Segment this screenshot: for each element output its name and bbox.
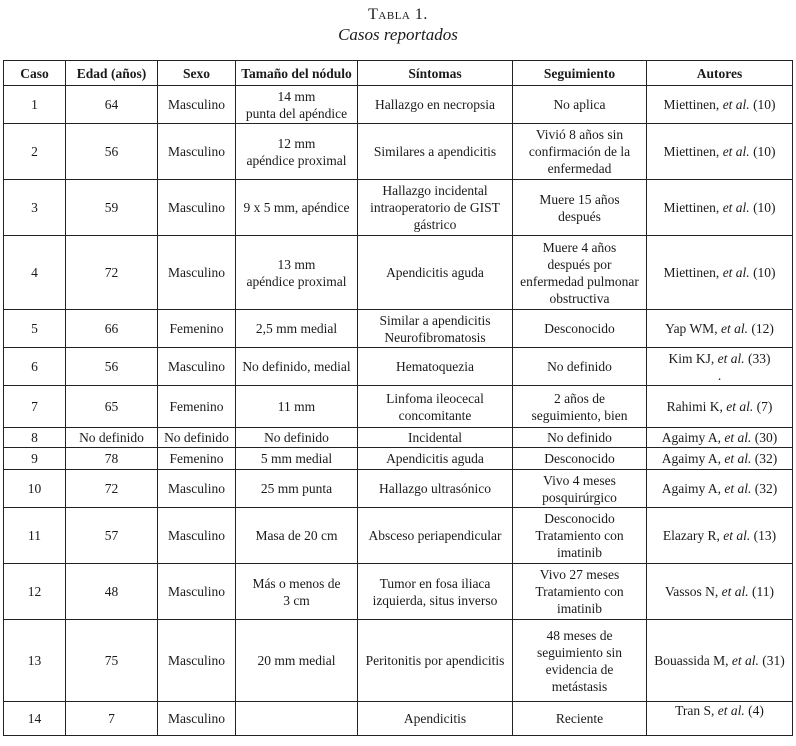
cell-seguimiento-line: Tratamiento con: [535, 584, 624, 599]
cell-tamano-line: punta del apéndice: [245, 105, 348, 121]
cell-edad: [66, 86, 158, 124]
cell-caso-line: 10: [27, 481, 42, 496]
cell-caso: [4, 470, 66, 508]
cell-tamano-line: apéndice proximal: [246, 273, 347, 289]
author-reference: (10): [749, 97, 776, 112]
cell-seguimiento-line: confirmación de la: [528, 144, 631, 159]
cell-seguimiento: [513, 428, 647, 448]
cell-seguimiento: [513, 180, 647, 236]
cell-seguimiento-line: Vivo 27 meses: [539, 567, 620, 582]
cell-seguimiento-line: Desconocido: [544, 451, 615, 466]
cell-tamano: [236, 124, 358, 180]
cell-seguimiento-line: No definido: [547, 430, 612, 445]
cell-edad: [66, 180, 158, 236]
cell-tamano: [236, 448, 358, 470]
table-row: [4, 702, 793, 736]
table-title: Casos reportados: [338, 25, 458, 44]
cell-tamano-line: 25 mm punta: [260, 481, 333, 496]
author-reference: (4): [744, 703, 764, 718]
cell-tamano: [236, 564, 358, 620]
cell-sintomas: [358, 702, 513, 736]
cell-edad-line: 65: [104, 399, 119, 414]
cell-sexo-line: Masculino: [168, 528, 225, 543]
cell-edad-line: 56: [104, 144, 119, 159]
cell-caso: [4, 180, 66, 236]
cell-tamano: [236, 508, 358, 564]
cell-autores: [647, 564, 793, 620]
cell-sexo: [158, 448, 236, 470]
cell-edad: [66, 448, 158, 470]
cell-seguimiento-line: seguimiento sin: [536, 644, 623, 660]
cell-caso: [4, 508, 66, 564]
cell-edad: [66, 470, 158, 508]
cell-sintomas: [358, 236, 513, 310]
author-name: Miettinen,: [663, 200, 723, 215]
table-caption: [0, 0, 796, 46]
cell-autores: [647, 180, 793, 236]
cell-edad: [66, 310, 158, 348]
author-reference: (10): [749, 265, 776, 280]
cell-tamano: [236, 470, 358, 508]
cell-edad-line: 57: [104, 528, 119, 543]
cell-caso-line: 7: [31, 399, 38, 414]
column-header-caso: Caso: [4, 61, 66, 86]
author-et-al: et al.: [721, 584, 749, 599]
table-row: [4, 386, 793, 428]
cell-caso: [4, 428, 66, 448]
cell-autores: [647, 236, 793, 310]
column-header-autores: Autores: [647, 61, 793, 86]
cell-seguimiento-line: 48 meses de: [546, 627, 613, 643]
cell-sexo-line: No definido: [164, 430, 229, 445]
cell-caso-line: 11: [28, 528, 41, 543]
cell-caso-line: 2: [31, 144, 38, 159]
cell-seguimiento: [513, 508, 647, 564]
cell-sintomas: [358, 310, 513, 348]
cell-seguimiento: [513, 124, 647, 180]
table-row: [4, 348, 793, 386]
cell-caso-line: 9: [31, 451, 38, 466]
author-reference: (13): [750, 528, 777, 543]
cell-sexo: [158, 180, 236, 236]
cell-seguimiento-line: imatinib: [557, 545, 602, 560]
cell-sexo-line: Masculino: [168, 653, 225, 668]
cell-sexo-line: Masculino: [168, 144, 225, 159]
cell-sexo: [158, 386, 236, 428]
cell-edad-line: 72: [104, 265, 119, 280]
cell-sintomas: [358, 620, 513, 702]
cell-edad-line: 59: [104, 200, 119, 215]
cell-caso: [4, 386, 66, 428]
table-row: [4, 448, 793, 470]
cell-seguimiento: [513, 702, 647, 736]
cell-caso: [4, 448, 66, 470]
cell-sexo-line: Masculino: [168, 481, 225, 496]
cell-caso: [4, 620, 66, 702]
cell-sexo-line: Femenino: [169, 399, 224, 414]
cell-tamano-line: 12 mm: [277, 135, 316, 151]
cell-tamano: [236, 180, 358, 236]
cell-sintomas-line: Absceso periapendicular: [368, 528, 502, 543]
table-row: [4, 564, 793, 620]
table-row: [4, 620, 793, 702]
cell-tamano-line: 14 mm: [277, 88, 316, 104]
cell-seguimiento-line: Tratamiento con: [535, 528, 624, 543]
cell-edad: [66, 702, 158, 736]
cell-caso-line: 1: [31, 97, 38, 112]
cell-sexo: [158, 428, 236, 448]
cell-edad: [66, 236, 158, 310]
author-reference: (33): [744, 350, 771, 366]
table-row: [4, 470, 793, 508]
cell-autores: [647, 310, 793, 348]
cell-autores: [647, 386, 793, 428]
cell-tamano: [236, 428, 358, 448]
cell-sintomas: [358, 508, 513, 564]
cell-edad: [66, 124, 158, 180]
cell-sintomas-line: izquierda, situs inverso: [372, 592, 498, 608]
cell-sintomas-line: Linfoma ileocecal: [386, 390, 484, 406]
cell-sexo-line: Masculino: [168, 359, 225, 374]
cell-tamano-line: 9 x 5 mm, apéndice: [243, 200, 350, 215]
table-row: [4, 310, 793, 348]
cell-edad-line: 72: [104, 481, 119, 496]
cell-tamano: [236, 86, 358, 124]
author-et-al: et al.: [723, 528, 751, 543]
cell-edad: [66, 428, 158, 448]
author-et-al: et al.: [717, 703, 745, 718]
cell-tamano: [236, 386, 358, 428]
cell-sintomas-line: Tumor en fosa iliaca: [379, 575, 491, 591]
author-reference: (32): [751, 451, 778, 466]
cell-sintomas-line: Apendicitis aguda: [386, 451, 484, 466]
cell-sintomas-line: Peritonitis por apendicitis: [365, 653, 505, 668]
author-reference: (12): [747, 321, 774, 336]
cell-sexo-line: Masculino: [168, 200, 225, 215]
cell-sexo: [158, 124, 236, 180]
cell-autores: [647, 124, 793, 180]
table-label: [0, 6, 796, 24]
cell-tamano-line: No definido: [264, 430, 329, 445]
cell-caso-line: 4: [31, 265, 38, 280]
cell-seguimiento-line: Vivió 8 años sin: [535, 127, 624, 142]
cell-seguimiento-line: No definido: [547, 359, 612, 374]
cell-caso: [4, 348, 66, 386]
cell-sexo: [158, 508, 236, 564]
cell-sintomas-line: Similar a apendicitis: [379, 312, 491, 328]
cell-sintomas-line: Hematoquezia: [396, 359, 474, 374]
author-et-al: et al.: [726, 399, 754, 414]
cell-seguimiento-line: después por: [547, 256, 612, 272]
cases-table: [3, 60, 793, 736]
author-name: Tran S,: [675, 703, 718, 718]
author-reference: (11): [748, 584, 774, 599]
cell-seguimiento-line: después: [558, 208, 601, 224]
cell-seguimiento: [513, 310, 647, 348]
cell-autores: [647, 448, 793, 470]
cell-sexo: [158, 310, 236, 348]
cell-seguimiento: [513, 86, 647, 124]
cell-seguimiento: [513, 470, 647, 508]
cell-caso-line: 14: [27, 711, 42, 726]
author-name: Agaimy A,: [661, 451, 725, 466]
cell-seguimiento-line: Vivo 4 meses: [543, 472, 616, 488]
cell-tamano-line: apéndice proximal: [246, 152, 347, 168]
cell-sexo: [158, 348, 236, 386]
cell-tamano: [236, 620, 358, 702]
cell-sintomas: [358, 86, 513, 124]
author-name: Agaimy A,: [661, 481, 725, 496]
cell-autores: [647, 702, 793, 736]
cell-sintomas: [358, 180, 513, 236]
cell-sexo: [158, 470, 236, 508]
cell-sexo: [158, 620, 236, 702]
cell-seguimiento-line: enfermedad pulmonar: [520, 273, 639, 289]
cell-edad-line: 7: [108, 711, 115, 726]
cell-sintomas: [358, 470, 513, 508]
cell-edad: [66, 508, 158, 564]
author-reference: (10): [749, 200, 776, 215]
cell-sintomas: [358, 124, 513, 180]
table-number: Tabla 1.: [368, 6, 428, 23]
author-name: Miettinen,: [663, 144, 723, 159]
cell-tamano: [236, 310, 358, 348]
cell-caso: [4, 86, 66, 124]
column-header-sexo: Sexo: [158, 61, 236, 86]
cell-tamano-line: Masa de 20 cm: [255, 528, 338, 543]
cell-seguimiento-line: enfermedad: [547, 161, 612, 176]
author-name: Miettinen,: [663, 97, 723, 112]
author-et-al: et al.: [722, 97, 750, 112]
cell-caso-line: 12: [27, 584, 42, 599]
cell-sintomas-line: Apendicitis aguda: [386, 265, 484, 280]
cell-sintomas-line: Hallazgo incidental: [382, 183, 488, 198]
author-et-al: et al.: [722, 200, 750, 215]
cell-seguimiento: [513, 348, 647, 386]
author-et-al: et al.: [720, 321, 748, 336]
author-et-al: et al.: [724, 481, 752, 496]
cell-sexo-line: Masculino: [168, 265, 225, 280]
author-et-al: et al.: [717, 350, 745, 366]
cell-caso: [4, 702, 66, 736]
cell-sintomas-line: Similares a apendicitis: [373, 144, 497, 159]
cell-seguimiento-line: evidencia de: [545, 661, 614, 677]
cell-sexo-line: Masculino: [168, 584, 225, 599]
author-name: Rahimi K,: [666, 399, 727, 414]
cell-edad: [66, 348, 158, 386]
cell-seguimiento-line: obstructiva: [549, 290, 610, 306]
cell-sintomas: [358, 348, 513, 386]
author-name: Miettinen,: [663, 265, 723, 280]
author-reference: (7): [753, 399, 773, 414]
cell-seguimiento: [513, 620, 647, 702]
cell-seguimiento-line: posquirúrgico: [542, 489, 617, 505]
cell-sexo: [158, 86, 236, 124]
cell-sintomas-line: concomitante: [398, 407, 472, 423]
cell-edad-line: 75: [104, 653, 119, 668]
cell-autores: [647, 428, 793, 448]
cell-caso: [4, 236, 66, 310]
cell-seguimiento-line: imatinib: [557, 601, 602, 616]
cell-sexo: [158, 702, 236, 736]
cell-edad-line: 64: [104, 97, 119, 112]
author-et-al: et al.: [724, 451, 752, 466]
cell-seguimiento-line: Desconocido: [544, 511, 615, 526]
author-et-al: et al.: [731, 653, 759, 668]
cell-sintomas: [358, 448, 513, 470]
author-et-al: et al.: [722, 265, 750, 280]
cell-sintomas-line: Hallazgo en necropsia: [375, 97, 495, 112]
author-reference: (30): [751, 430, 778, 445]
cell-caso-line: 13: [27, 653, 42, 668]
table-row: [4, 428, 793, 448]
cell-seguimiento-line: metástasis: [551, 678, 608, 694]
column-header-sintomas: Síntomas: [358, 61, 513, 86]
cell-sintomas-line: Neurofibromatosis: [384, 329, 486, 345]
cell-seguimiento: [513, 448, 647, 470]
cell-caso-line: 6: [31, 359, 38, 374]
cell-edad-line: 56: [104, 359, 119, 374]
cell-seguimiento-line: Desconocido: [544, 321, 615, 336]
author-name: Vassos N,: [664, 584, 722, 599]
cell-tamano-line: 13 mm: [277, 256, 316, 272]
cell-tamano: [236, 236, 358, 310]
table-row: [4, 86, 793, 124]
cell-sexo: [158, 564, 236, 620]
author-name: Yap WM,: [665, 321, 721, 336]
cell-sexo-line: Masculino: [168, 711, 225, 726]
cell-seguimiento-line: No aplica: [553, 97, 606, 112]
cell-tamano-line: No definido, medial: [242, 359, 351, 374]
author-trailing-mark: .: [717, 367, 722, 383]
cell-tamano-line: 11 mm: [277, 399, 316, 414]
cell-sexo: [158, 236, 236, 310]
table-row: [4, 508, 793, 564]
cell-seguimiento: [513, 236, 647, 310]
cell-edad-line: 66: [104, 321, 119, 336]
cell-caso-line: 5: [31, 321, 38, 336]
cell-seguimiento-line: seguimiento, bien: [531, 407, 628, 423]
cell-tamano: [236, 702, 358, 736]
cell-caso-line: 3: [31, 200, 38, 215]
author-et-al: et al.: [724, 430, 752, 445]
cell-sintomas: [358, 564, 513, 620]
cell-sintomas-line: Hallazgo ultrasónico: [378, 481, 492, 496]
cell-autores: [647, 86, 793, 124]
cell-edad-line: 48: [104, 584, 119, 599]
author-reference: (10): [749, 144, 776, 159]
cell-caso-line: 8: [31, 430, 38, 445]
cell-edad: [66, 564, 158, 620]
author-name: Kim KJ,: [668, 350, 718, 366]
cell-autores: [647, 348, 793, 386]
author-reference: (31): [758, 653, 785, 668]
column-header-edad: Edad (años): [66, 61, 158, 86]
cell-caso: [4, 310, 66, 348]
cell-tamano-line: 3 cm: [283, 592, 310, 608]
table-header-row: [4, 61, 793, 86]
cell-autores: [647, 620, 793, 702]
cell-edad: [66, 620, 158, 702]
cell-tamano-line: 5 mm medial: [260, 451, 333, 466]
author-name: Elazary R,: [662, 528, 724, 543]
cell-sintomas: [358, 386, 513, 428]
column-header-seguimiento: Seguimiento: [513, 61, 647, 86]
table-row: [4, 124, 793, 180]
cell-sexo-line: Femenino: [169, 451, 224, 466]
cell-tamano-line: 2,5 mm medial: [255, 321, 338, 336]
author-et-al: et al.: [722, 144, 750, 159]
cell-sintomas-line: Incidental: [408, 430, 462, 445]
cell-tamano-line: 20 mm medial: [257, 653, 336, 668]
cell-tamano-line: Más o menos de: [252, 575, 341, 591]
cell-autores: [647, 508, 793, 564]
author-name: Bouassida M,: [654, 653, 732, 668]
cell-seguimiento-line: Reciente: [555, 711, 604, 726]
cell-seguimiento-line: 2 años de: [554, 390, 605, 406]
table-row: [4, 236, 793, 310]
column-header-tamano: Tamaño del nódulo: [236, 61, 358, 86]
cell-sintomas-line: intraoperatorio de GIST: [370, 200, 500, 215]
cell-tamano: [236, 348, 358, 386]
cell-edad: [66, 386, 158, 428]
table-row: [4, 180, 793, 236]
cell-seguimiento: [513, 386, 647, 428]
cell-caso: [4, 564, 66, 620]
cell-sexo-line: Masculino: [168, 97, 225, 112]
cell-sintomas-line: gástrico: [413, 217, 457, 232]
cell-autores: [647, 470, 793, 508]
cell-seguimiento-line: Muere 4 años: [542, 239, 617, 255]
cell-seguimiento-line: Muere 15 años: [539, 191, 620, 207]
cell-edad-line: 78: [104, 451, 119, 466]
author-reference: (32): [751, 481, 778, 496]
cell-sintomas: [358, 428, 513, 448]
author-name: Agaimy A,: [661, 430, 725, 445]
cell-edad-line: No definido: [79, 430, 144, 445]
cell-caso: [4, 124, 66, 180]
cell-sexo-line: Femenino: [169, 321, 224, 336]
cell-sintomas-line: Apendicitis: [403, 711, 467, 726]
cell-seguimiento: [513, 564, 647, 620]
